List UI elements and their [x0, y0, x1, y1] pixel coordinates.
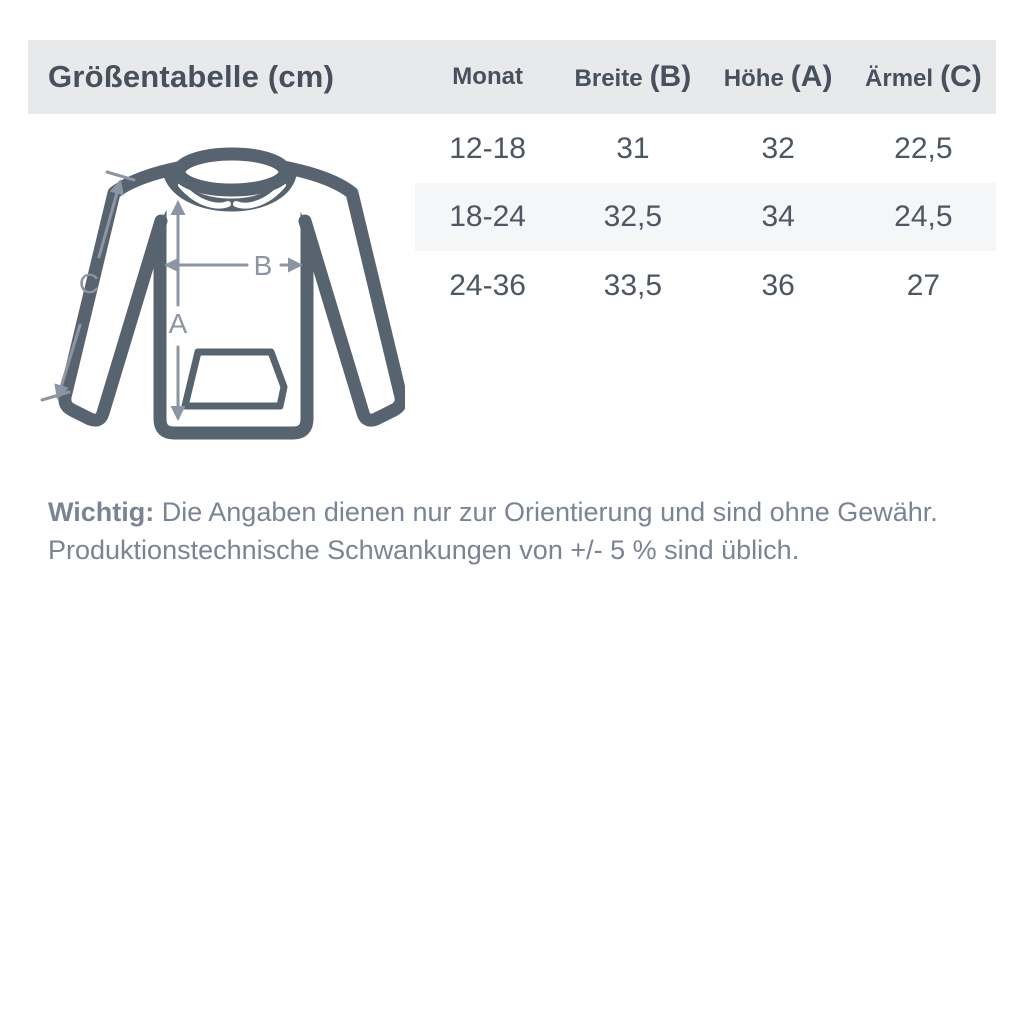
table-column-headers [415, 40, 996, 114]
hoodie-measurement-diagram [35, 135, 405, 455]
cell-breite: 33,5 [603, 269, 663, 302]
cell-monat: 24-36 [449, 269, 526, 302]
cell-aermel: 27 [906, 269, 941, 302]
height-label: A [168, 308, 188, 339]
cell-aermel: 22,5 [894, 131, 953, 165]
cell-monat: 12-18 [449, 131, 526, 165]
column-header-hoehe: Höhe (A) [723, 60, 833, 93]
column-header-aermel: Ärmel (C) [865, 60, 982, 93]
cell-aermel: 24,5 [894, 200, 953, 233]
cell-hoehe: 34 [761, 200, 795, 233]
width-label: B [253, 250, 273, 281]
table-row [415, 114, 996, 183]
cell-breite: 31 [616, 131, 650, 165]
table-row [415, 251, 996, 321]
disclaimer-line2: Produktionstechnische Schwankungen von +/- 5 % sind üblich. [48, 535, 800, 565]
disclaimer-note [48, 493, 968, 569]
page-title: Größentabelle (cm) [48, 59, 335, 94]
disclaimer-line1: Die Angaben dienen nur zur Orientierung und sind ohne Gewähr. [161, 497, 938, 527]
hoodie-pocket [185, 352, 284, 406]
column-header-breite: Breite (B) [574, 60, 692, 93]
column-header-monat: Monat [452, 63, 523, 90]
table-header-band [28, 40, 996, 114]
cell-hoehe: 36 [761, 269, 795, 302]
important-label: Wichtig: [48, 497, 155, 527]
cell-breite: 32,5 [603, 200, 663, 233]
table-row [415, 183, 996, 251]
sleeve-label: C [78, 268, 100, 299]
cell-hoehe: 32 [761, 131, 795, 165]
hood-opening-ring [179, 154, 285, 190]
cell-monat: 18-24 [449, 200, 526, 233]
